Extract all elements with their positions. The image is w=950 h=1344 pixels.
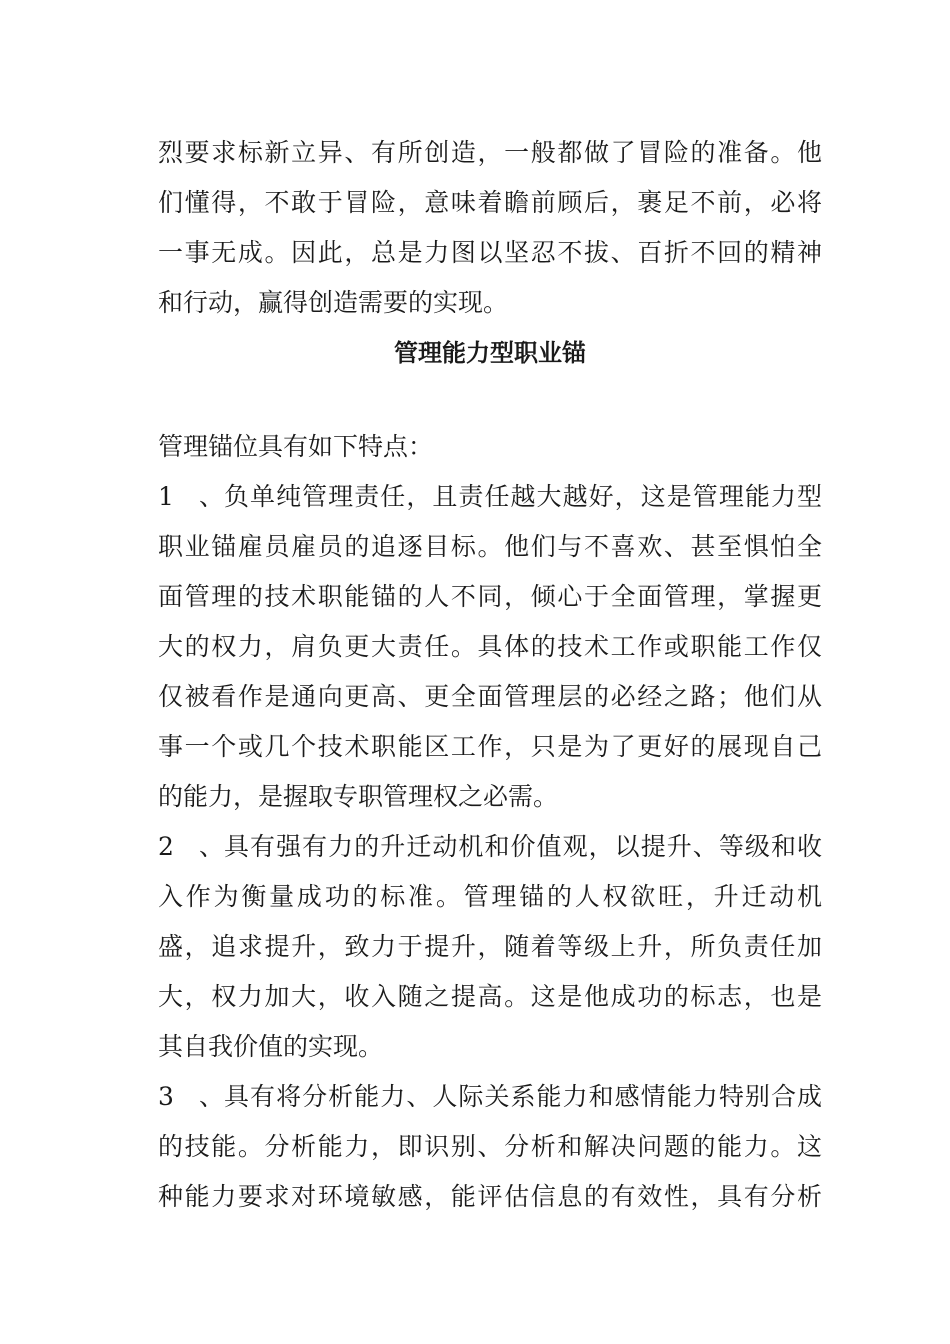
- document-body: [158, 128, 822, 1222]
- list-item-first-line: [158, 1072, 822, 1122]
- lead-sentence: 管理锚位具有如下特点：: [158, 432, 434, 461]
- text-line: 盛，追求提升，致力于提升，随着等级上升，所负责任加: [158, 932, 822, 961]
- text-line: 事一个或几个技术职能区工作，只是为了更好的展现自己: [158, 732, 822, 761]
- text-line: 的能力，是握取专职管理权之必需。: [158, 782, 559, 811]
- text-line: 入作为衡量成功的标准。管理锚的人权欲旺，升迁动机: [158, 882, 822, 911]
- text-line: 和行动，赢得创造需要的实现。: [158, 288, 509, 317]
- text-line: 职业锚雇员雇员的追逐目标。他们与不喜欢、甚至惧怕全: [158, 532, 822, 561]
- blank-line: [158, 378, 822, 422]
- list-item-number: 1、: [158, 482, 224, 511]
- text-line: 大的权力，肩负更大责任。具体的技术工作或职能工作仅: [158, 632, 822, 661]
- list-item: [158, 1072, 822, 1222]
- text-line: 其自我价值的实现。: [158, 1032, 384, 1061]
- text-line: 烈要求标新立异、有所创造，一般都做了冒险的准备。他: [158, 138, 822, 167]
- list-item-text: 具有强有力的升迁动机和价值观，以提升、等级和收: [224, 832, 822, 861]
- list-item-first-line: [158, 822, 822, 872]
- text-line: 种能力要求对环境敏感，能评估信息的有效性，具有分析: [158, 1182, 822, 1211]
- text-line: 们懂得，不敢于冒险，意味着瞻前顾后，裹足不前，必将: [158, 188, 822, 217]
- list-item-text: 负单纯管理责任，且责任越大越好，这是管理能力型: [224, 482, 822, 511]
- list-item-number: 2、: [158, 832, 224, 861]
- intro-paragraph: [158, 128, 822, 328]
- section-heading: 管理能力型职业锚: [394, 339, 586, 367]
- list-item: [158, 822, 822, 1072]
- text-line: 面管理的技术职能锚的人不同，倾心于全面管理，掌握更: [158, 582, 822, 611]
- text-line: 大，权力加大，收入随之提高。这是他成功的标志，也是: [158, 982, 822, 1011]
- list-item-number: 3、: [158, 1082, 224, 1111]
- text-line: 仅被看作是通向更高、更全面管理层的必经之路；他们从: [158, 682, 822, 711]
- list-item-first-line: [158, 472, 822, 522]
- text-line: 的技能。分析能力，即识别、分析和解决问题的能力。这: [158, 1132, 822, 1161]
- list-item-text: 具有将分析能力、人际关系能力和感情能力特别合成: [224, 1082, 822, 1111]
- list-item: [158, 472, 822, 822]
- text-line: 一事无成。因此，总是力图以坚忍不拔、百折不回的精神: [158, 238, 822, 267]
